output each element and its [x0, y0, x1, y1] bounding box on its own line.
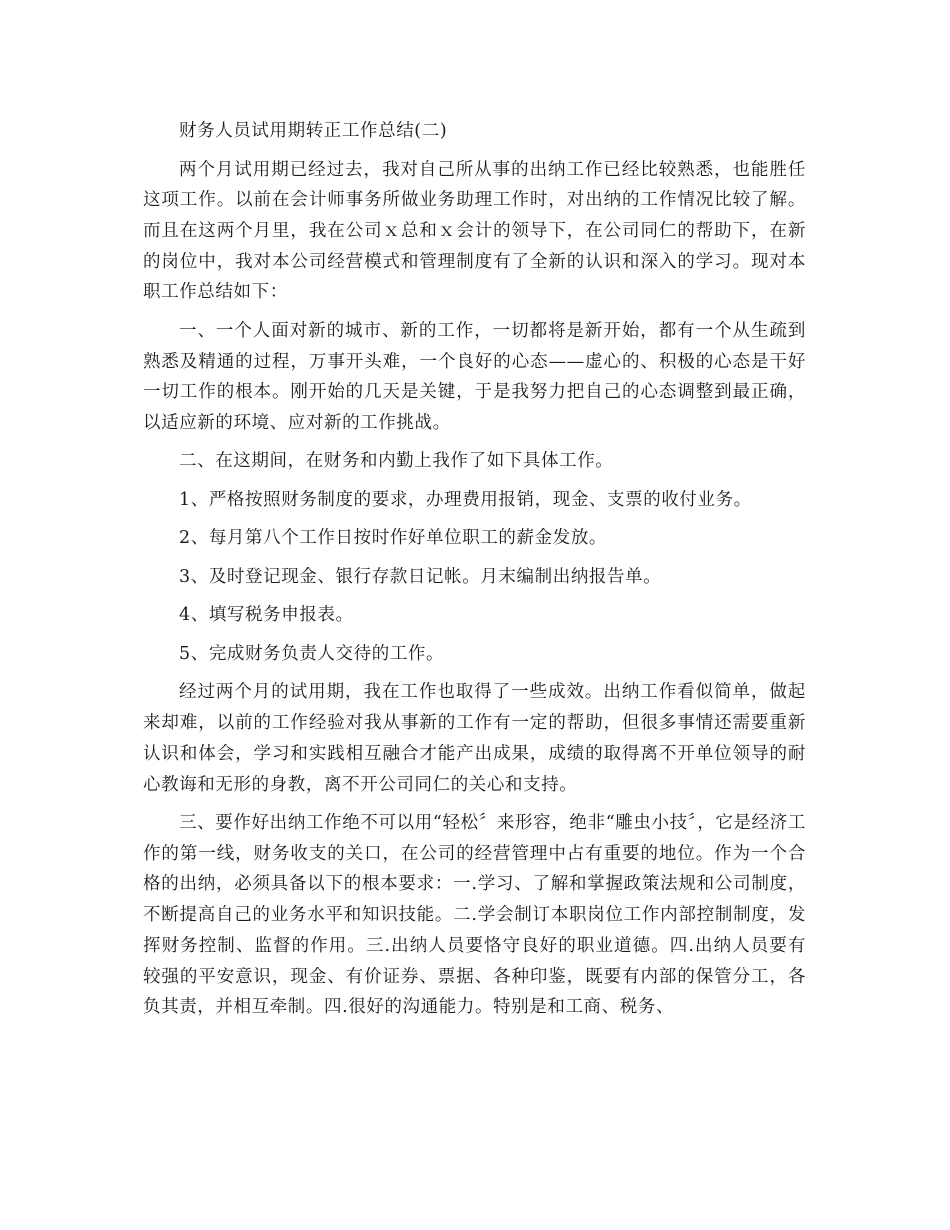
list-item-2: 2、每月第八个工作日按时作好单位职工的薪金发放。 — [179, 528, 608, 549]
list-item-5: 5、完成财务负责人交待的工作。 — [179, 643, 445, 664]
paragraph-section-one: 一、一个人面对新的城市、新的工作，一切都将是新开始，都有一个从生疏到熟悉及精通的过程，万事开头难，一个良好的心态——虚心的、积极的心态是干好一切工作的根本。刚开始的几天是关键，于是我努力把自己的心态调整到最正确，以适应新的环境、应对新的工作挑战。 — [143, 320, 806, 433]
paragraph-section-three: 三、要作好出纳工作绝不可以用“轻松〞来形容，绝非“雕虫小技〞，它是经济工作的第一线，财务收支的关口，在公司的经营管理中占有重要的地位。作为一个合格的出纳，必须具备以下的根本要求：一.学习、了解和掌握政策法规和公司制度，不断提高自己的业务水平和知识技能。二.学会制订本职岗位工作内部控制制度，发挥财务控制、监督的作用。三.出纳人员要恪守良好的职业道德。四.出纳人员要有较强的平安意识，现金、有价证券、票据、各种印鉴，既要有内部的保管分工，各负其责，并相互牵制。四.很好的沟通能力。特别是和工商、税务、 — [143, 813, 806, 1018]
paragraph-results: 经过两个月的试用期，我在工作也取得了一些成效。出纳工作看似简单，做起来却难，以前的工作经验对我从事新的工作有一定的帮助，但很多事情还需要重新认识和体会，学习和实践相互融合才能产出成果，成绩的取得离不开单位领导的耐心教诲和无形的身教，离不开公司同仁的关心和支持。 — [143, 682, 806, 795]
document-title: 财务人员试用期转正工作总结(二) — [179, 121, 448, 141]
paragraph-intro: 两个月试用期已经过去，我对自己所从事的出纳工作已经比较熟悉，也能胜任这项工作。以前在会计师事务所做业务助理工作时，对出纳的工作情况比较了解。而且在这两个月里，我在公司ｘ总和ｘ会计的领导下，在公司同仁的帮助下，在新的岗位中，我对本公司经营模式和管理制度有了全新的认识和深入的学习。现对本职工作总结如下： — [143, 159, 806, 303]
list-item-3: 3、及时登记现金、银行存款日记帐。月末编制出纳报告单。 — [179, 566, 662, 587]
list-item-4: 4、填写税务申报表。 — [179, 605, 354, 626]
list-item-1: 1、严格按照财务制度的要求，办理费用报销，现金、支票的收付业务。 — [179, 489, 752, 510]
document-body — [143, 116, 806, 1031]
paragraph-section-two: 二、在这期间，在财务和内勤上我作了如下具体工作。 — [179, 451, 614, 472]
